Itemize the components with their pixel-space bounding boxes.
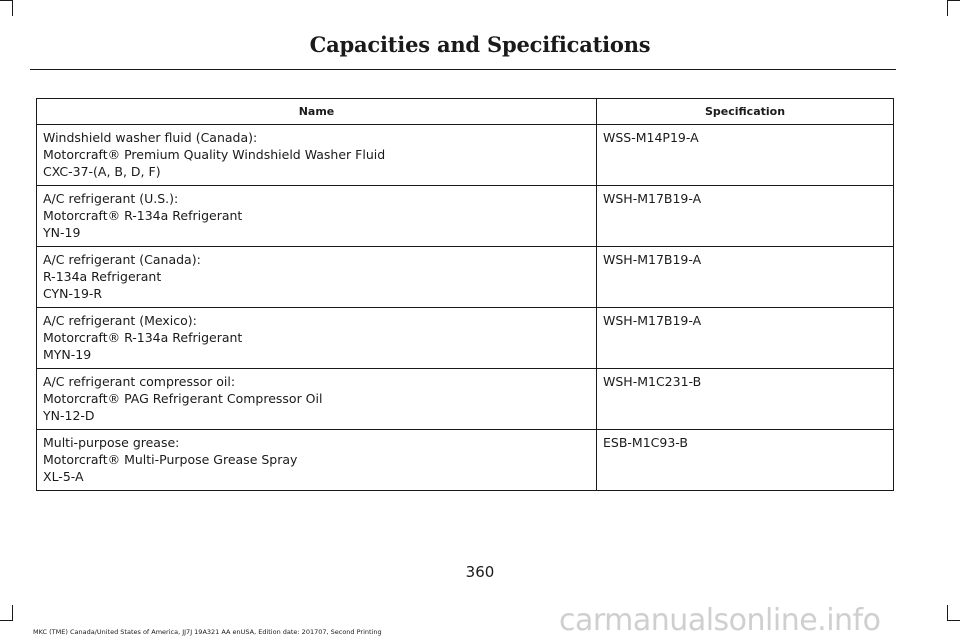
page-number: 360 <box>465 563 495 581</box>
table-row <box>37 369 894 430</box>
name-line: Motorcraft® Multi-Purpose Grease Spray <box>43 452 298 467</box>
name-cell <box>37 247 597 308</box>
specification-cell: WSH-M17B19-A <box>597 186 894 247</box>
name-line: CXC-37-(A, B, D, F) <box>43 164 161 179</box>
name-cell <box>37 125 597 186</box>
name-line: CYN-19-R <box>43 286 103 301</box>
name-cell <box>37 369 597 430</box>
page-title: Capacities and Specifications <box>309 32 651 57</box>
name-line: MYN-19 <box>43 347 92 362</box>
footer-text: MKC (TME) Canada/United States of America, JJ7J 19A321 AA enUSA, Edition date: 201707, Second Printing <box>33 628 382 636</box>
name-line: Multi-purpose grease: <box>43 435 180 450</box>
name-line: A/C refrigerant (U.S.): <box>43 191 179 206</box>
name-cell <box>37 186 597 247</box>
specification-table <box>36 98 894 491</box>
crop-mark <box>12 0 13 16</box>
specification-cell: ESB-M1C93-B <box>597 430 894 491</box>
specification-cell: WSH-M17B19-A <box>597 308 894 369</box>
name-line: XL-5-A <box>43 469 84 484</box>
table-header-row <box>37 99 894 125</box>
watermark: carmanualsonline.info <box>559 603 881 638</box>
name-line: A/C refrigerant (Mexico): <box>43 313 197 328</box>
table-row <box>37 308 894 369</box>
name-cell <box>37 308 597 369</box>
crop-mark <box>947 605 948 621</box>
name-line: Motorcraft® R-134a Refrigerant <box>43 330 243 345</box>
name-line: Motorcraft® PAG Refrigerant Compressor Oil <box>43 391 323 406</box>
crop-mark <box>947 0 960 1</box>
name-line: YN-19 <box>43 225 81 240</box>
name-line: A/C refrigerant (Canada): <box>43 252 201 267</box>
specification-cell: WSH-M17B19-A <box>597 247 894 308</box>
name-cell <box>37 430 597 491</box>
crop-mark <box>947 620 960 621</box>
table-row <box>37 430 894 491</box>
table-row <box>37 247 894 308</box>
name-line: Motorcraft® R-134a Refrigerant <box>43 208 243 223</box>
title-rule <box>30 69 896 70</box>
column-header-name: Name <box>37 99 597 125</box>
specification-cell: WSS-M14P19-A <box>597 125 894 186</box>
specification-cell: WSH-M1C231-B <box>597 369 894 430</box>
column-header-specification: Specification <box>597 99 894 125</box>
name-line: Motorcraft® Premium Quality Windshield Washer Fluid <box>43 147 386 162</box>
crop-mark <box>947 0 948 16</box>
name-line: YN-12-D <box>43 408 95 423</box>
table-row <box>37 125 894 186</box>
crop-mark <box>12 605 13 621</box>
table-body <box>37 125 894 491</box>
table-row <box>37 186 894 247</box>
name-line: R-134a Refrigerant <box>43 269 162 284</box>
name-line: Windshield washer fluid (Canada): <box>43 130 258 145</box>
name-line: A/C refrigerant compressor oil: <box>43 374 236 389</box>
